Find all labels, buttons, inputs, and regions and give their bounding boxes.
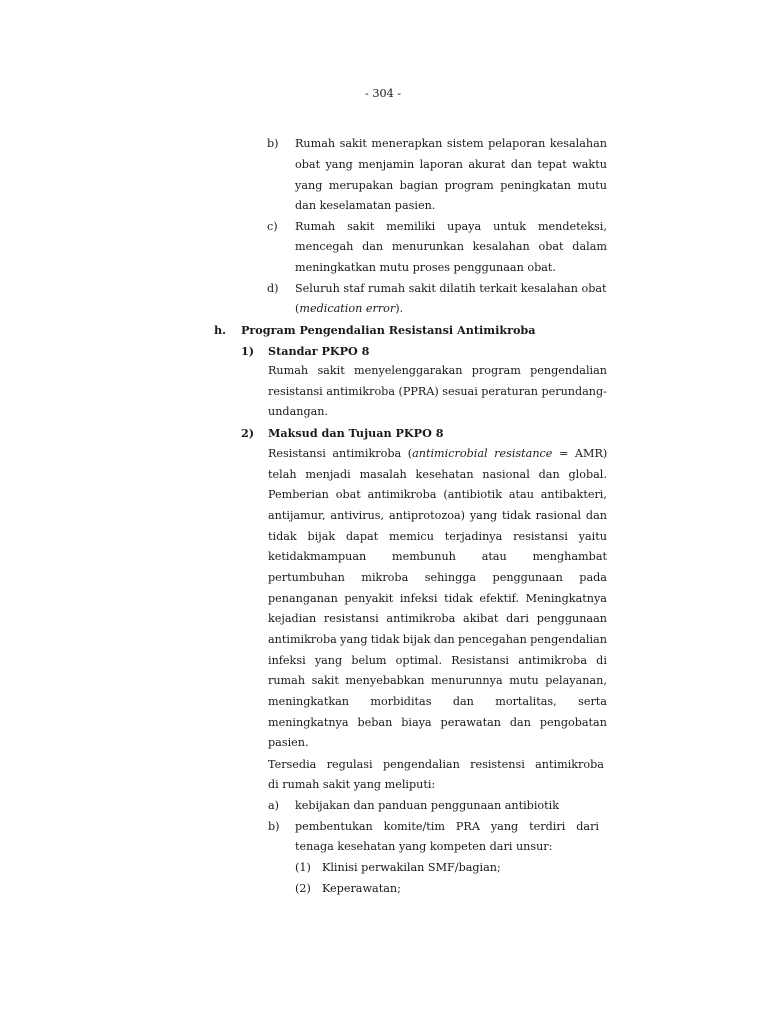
word: antimikroba bbox=[535, 758, 604, 771]
word: Pemberian bbox=[268, 488, 329, 501]
sub2-title: Maksud dan Tujuan PKPO 8 bbox=[268, 426, 444, 440]
word: membunuh bbox=[392, 550, 456, 563]
word: dapat bbox=[346, 530, 379, 543]
word: sakit bbox=[317, 364, 345, 377]
item-d-line-2 bbox=[295, 302, 403, 316]
reg-sub-2-marker: (2) bbox=[295, 882, 311, 895]
word: pembentukan bbox=[295, 820, 373, 833]
word: mutu bbox=[509, 674, 539, 687]
sub2-body-line-13 bbox=[268, 716, 607, 730]
sub1-marker: 1) bbox=[241, 344, 255, 358]
word: bagian bbox=[399, 179, 439, 192]
word: mortalitas, bbox=[495, 695, 557, 708]
word: rumah bbox=[268, 674, 306, 687]
reg-item-a-text: kebijakan dan panduan penggunaan antibiotik bbox=[295, 799, 560, 812]
item-b-line-4: dan keselamatan pasien. bbox=[295, 199, 436, 212]
word: yaitu bbox=[578, 530, 607, 543]
word: resistansi bbox=[513, 530, 568, 543]
word: pertumbuhan bbox=[268, 571, 345, 584]
word: upaya bbox=[447, 220, 482, 233]
reg-item-a-marker: a) bbox=[268, 799, 280, 812]
amr-term: antimicrobial resistance bbox=[412, 447, 553, 460]
word: dari bbox=[506, 612, 529, 625]
word: penyakit bbox=[344, 592, 394, 605]
item-b-line-1 bbox=[295, 137, 607, 151]
word: nasional bbox=[482, 468, 530, 481]
word: antimikroba bbox=[268, 633, 337, 646]
word: memiliki bbox=[386, 220, 436, 233]
word: antiprotozoa) bbox=[388, 509, 466, 522]
item-c-line-3: meningkatkan mutu proses penggunaan obat. bbox=[295, 261, 556, 274]
word: kesalahan bbox=[472, 240, 530, 253]
word: antimikroba bbox=[386, 612, 456, 625]
word: merupakan bbox=[328, 179, 394, 192]
word: serta bbox=[578, 695, 607, 708]
word: dan bbox=[452, 695, 474, 708]
amr-pre: Resistansi antimikroba ( bbox=[268, 447, 413, 460]
word: yang bbox=[314, 654, 343, 667]
word: obat bbox=[335, 488, 361, 501]
word: ketidakmampuan bbox=[268, 550, 367, 563]
word: pengobatan bbox=[539, 716, 607, 729]
word: meningkatkan bbox=[268, 695, 349, 708]
list-marker-c: c) bbox=[267, 220, 278, 233]
word: atau bbox=[508, 488, 534, 501]
word: dan bbox=[585, 509, 607, 522]
sub2-body-line-1 bbox=[268, 468, 607, 482]
word: pelayanan, bbox=[545, 674, 607, 687]
word: laporan bbox=[419, 158, 463, 171]
word: mencegah bbox=[295, 240, 354, 253]
section-h-marker: h. bbox=[214, 323, 227, 337]
sub2-body-line-7 bbox=[268, 592, 607, 606]
reg-item-b-line-2: tenaga kesehatan yang kompeten dari unsur: bbox=[295, 840, 553, 853]
item-d-line-1: Seluruh staf rumah sakit dilatih terkait kesalahan obat bbox=[295, 282, 607, 295]
sub2-marker: 2) bbox=[241, 426, 255, 440]
amr-post: = AMR) bbox=[552, 447, 608, 460]
word: yang bbox=[469, 509, 498, 522]
sub2-body-line-6 bbox=[268, 571, 607, 585]
word: pengendalian bbox=[530, 364, 607, 377]
word: yang bbox=[340, 633, 368, 646]
word: regulasi bbox=[326, 758, 373, 771]
word: bijak bbox=[402, 633, 431, 646]
sub2-body-line-11 bbox=[268, 674, 607, 688]
word: infeksi bbox=[268, 654, 306, 667]
reg-item-b-line-1 bbox=[295, 820, 599, 834]
word: dan bbox=[509, 716, 531, 729]
word: global. bbox=[568, 468, 607, 481]
reg-line-1 bbox=[268, 758, 604, 772]
word: menyelenggarakan bbox=[354, 364, 463, 377]
paren-close: ). bbox=[395, 302, 404, 315]
medication-error-term: medication error bbox=[299, 302, 396, 315]
word: atau bbox=[481, 550, 507, 563]
sub1-line-2 bbox=[268, 385, 607, 399]
word: memicu bbox=[389, 530, 434, 543]
word: antijamur, bbox=[268, 509, 326, 522]
word: sesuai bbox=[442, 385, 478, 398]
sub2-line-1 bbox=[268, 447, 607, 461]
sub1-line-1 bbox=[268, 364, 607, 378]
item-c-line-1 bbox=[295, 220, 607, 234]
word: yang bbox=[325, 158, 353, 171]
word: mikroba bbox=[361, 571, 409, 584]
word: terdiri bbox=[529, 820, 566, 833]
word: obat bbox=[295, 158, 321, 171]
word: antivirus, bbox=[330, 509, 385, 522]
word: terjadinya bbox=[444, 530, 503, 543]
word: resistansi bbox=[323, 612, 379, 625]
word: penggunaan bbox=[492, 571, 563, 584]
word: menurunnya bbox=[431, 674, 503, 687]
word: Rumah bbox=[268, 364, 309, 377]
item-b-line-3 bbox=[295, 179, 607, 193]
word: perundang- bbox=[541, 385, 607, 398]
word: program bbox=[471, 364, 521, 377]
reg-line-2: di rumah sakit yang meliputi: bbox=[268, 778, 436, 791]
word: efektif. bbox=[479, 592, 519, 605]
word: kejadian bbox=[268, 612, 317, 625]
word: belum bbox=[351, 654, 387, 667]
word: penanganan bbox=[268, 592, 338, 605]
list-marker-d: d) bbox=[267, 282, 279, 295]
word: sistem bbox=[446, 137, 484, 150]
word: yang bbox=[490, 820, 519, 833]
reg-sub-1-text: Klinisi perwakilan SMF/bagian; bbox=[322, 861, 501, 874]
word: pengendalian bbox=[382, 758, 460, 771]
sub2-body-line-9 bbox=[268, 633, 607, 647]
word: resistansi bbox=[268, 385, 323, 398]
word: resistensi bbox=[470, 758, 525, 771]
word: meningkatnya bbox=[268, 716, 349, 729]
word: tidak bbox=[444, 592, 473, 605]
word: antibakteri, bbox=[540, 488, 607, 501]
sub2-body-line-12 bbox=[268, 695, 607, 709]
word: menurunkan bbox=[391, 240, 464, 253]
word: di bbox=[596, 654, 607, 667]
word: perawatan bbox=[440, 716, 501, 729]
sub1-title: Standar PKPO 8 bbox=[268, 344, 370, 358]
word: sakit bbox=[347, 220, 375, 233]
word: waktu bbox=[572, 158, 607, 171]
word: tidak bbox=[268, 530, 297, 543]
list-marker-b: b) bbox=[267, 137, 279, 150]
word: pencegahan bbox=[458, 633, 527, 646]
word: dan bbox=[362, 240, 384, 253]
word: rasional bbox=[535, 509, 582, 522]
word: komite/tim bbox=[383, 820, 445, 833]
section-h-title: Program Pengendalian Resistansi Antimikroba bbox=[241, 323, 536, 337]
sub2-body-line-4 bbox=[268, 530, 607, 544]
word: antimikroba bbox=[367, 488, 437, 501]
word: PRA bbox=[455, 820, 480, 833]
word: (PPRA) bbox=[398, 385, 439, 398]
word: kesehatan bbox=[415, 468, 474, 481]
word: masalah bbox=[359, 468, 407, 481]
word: sakit bbox=[311, 674, 339, 687]
word: obat bbox=[538, 240, 564, 253]
word: peningkatan bbox=[500, 179, 571, 192]
item-c-line-2 bbox=[295, 240, 607, 254]
sub2-body-line-8 bbox=[268, 612, 607, 626]
word: Meningkatnya bbox=[525, 592, 607, 605]
word: tidak bbox=[370, 633, 400, 646]
word: Rumah bbox=[295, 137, 336, 150]
word: program bbox=[444, 179, 494, 192]
word: (antibiotik bbox=[443, 488, 502, 501]
word: menyebabkan bbox=[345, 674, 425, 687]
word: dan bbox=[433, 633, 455, 646]
word: bijak bbox=[307, 530, 336, 543]
word: dan bbox=[538, 468, 560, 481]
word: dari bbox=[576, 820, 599, 833]
paren-open: ( bbox=[295, 302, 300, 315]
reg-sub-1-marker: (1) bbox=[295, 861, 311, 874]
word: mutu bbox=[577, 179, 607, 192]
word: akurat bbox=[468, 158, 506, 171]
word: untuk bbox=[493, 220, 526, 233]
word: penggunaan bbox=[536, 612, 607, 625]
word: menjamin bbox=[358, 158, 415, 171]
item-b-line-2 bbox=[295, 158, 607, 172]
word: morbiditas bbox=[370, 695, 432, 708]
word: antimikroba bbox=[518, 654, 588, 667]
word: infeksi bbox=[399, 592, 438, 605]
word: mendeteksi, bbox=[537, 220, 607, 233]
word: sakit bbox=[339, 137, 367, 150]
word: pelaporan bbox=[488, 137, 546, 150]
word: pengendalian bbox=[530, 633, 607, 646]
word: menjadi bbox=[305, 468, 351, 481]
word: menerapkan bbox=[371, 137, 443, 150]
sub2-body-line-3 bbox=[268, 509, 607, 523]
word: sehingga bbox=[424, 571, 477, 584]
sub2-body-line-14: pasien. bbox=[268, 736, 309, 749]
reg-sub-2-text: Keperawatan; bbox=[322, 882, 401, 895]
word: peraturan bbox=[481, 385, 538, 398]
word: pada bbox=[579, 571, 607, 584]
word: Rumah bbox=[295, 220, 336, 233]
word: dan bbox=[510, 158, 532, 171]
word: akibat bbox=[463, 612, 499, 625]
page-number: - 304 - bbox=[365, 87, 402, 100]
sub2-body-line-5 bbox=[268, 550, 607, 564]
word: antimikroba bbox=[326, 385, 396, 398]
sub2-body-line-2 bbox=[268, 488, 607, 502]
sub1-line-3: undangan. bbox=[268, 405, 329, 418]
word: dalam bbox=[572, 240, 607, 253]
reg-item-b-marker: b) bbox=[268, 820, 280, 833]
sub2-body-line-10 bbox=[268, 654, 607, 668]
word: telah bbox=[268, 468, 297, 481]
word: optimal. bbox=[395, 654, 443, 667]
word: kesalahan bbox=[549, 137, 607, 150]
word: tidak bbox=[502, 509, 531, 522]
word: yang bbox=[295, 179, 323, 192]
word: Tersedia bbox=[268, 758, 317, 771]
word: menghambat bbox=[532, 550, 607, 563]
word: biaya bbox=[401, 716, 432, 729]
word: beban bbox=[357, 716, 393, 729]
word: tepat bbox=[537, 158, 567, 171]
word: Resistansi bbox=[451, 654, 510, 667]
